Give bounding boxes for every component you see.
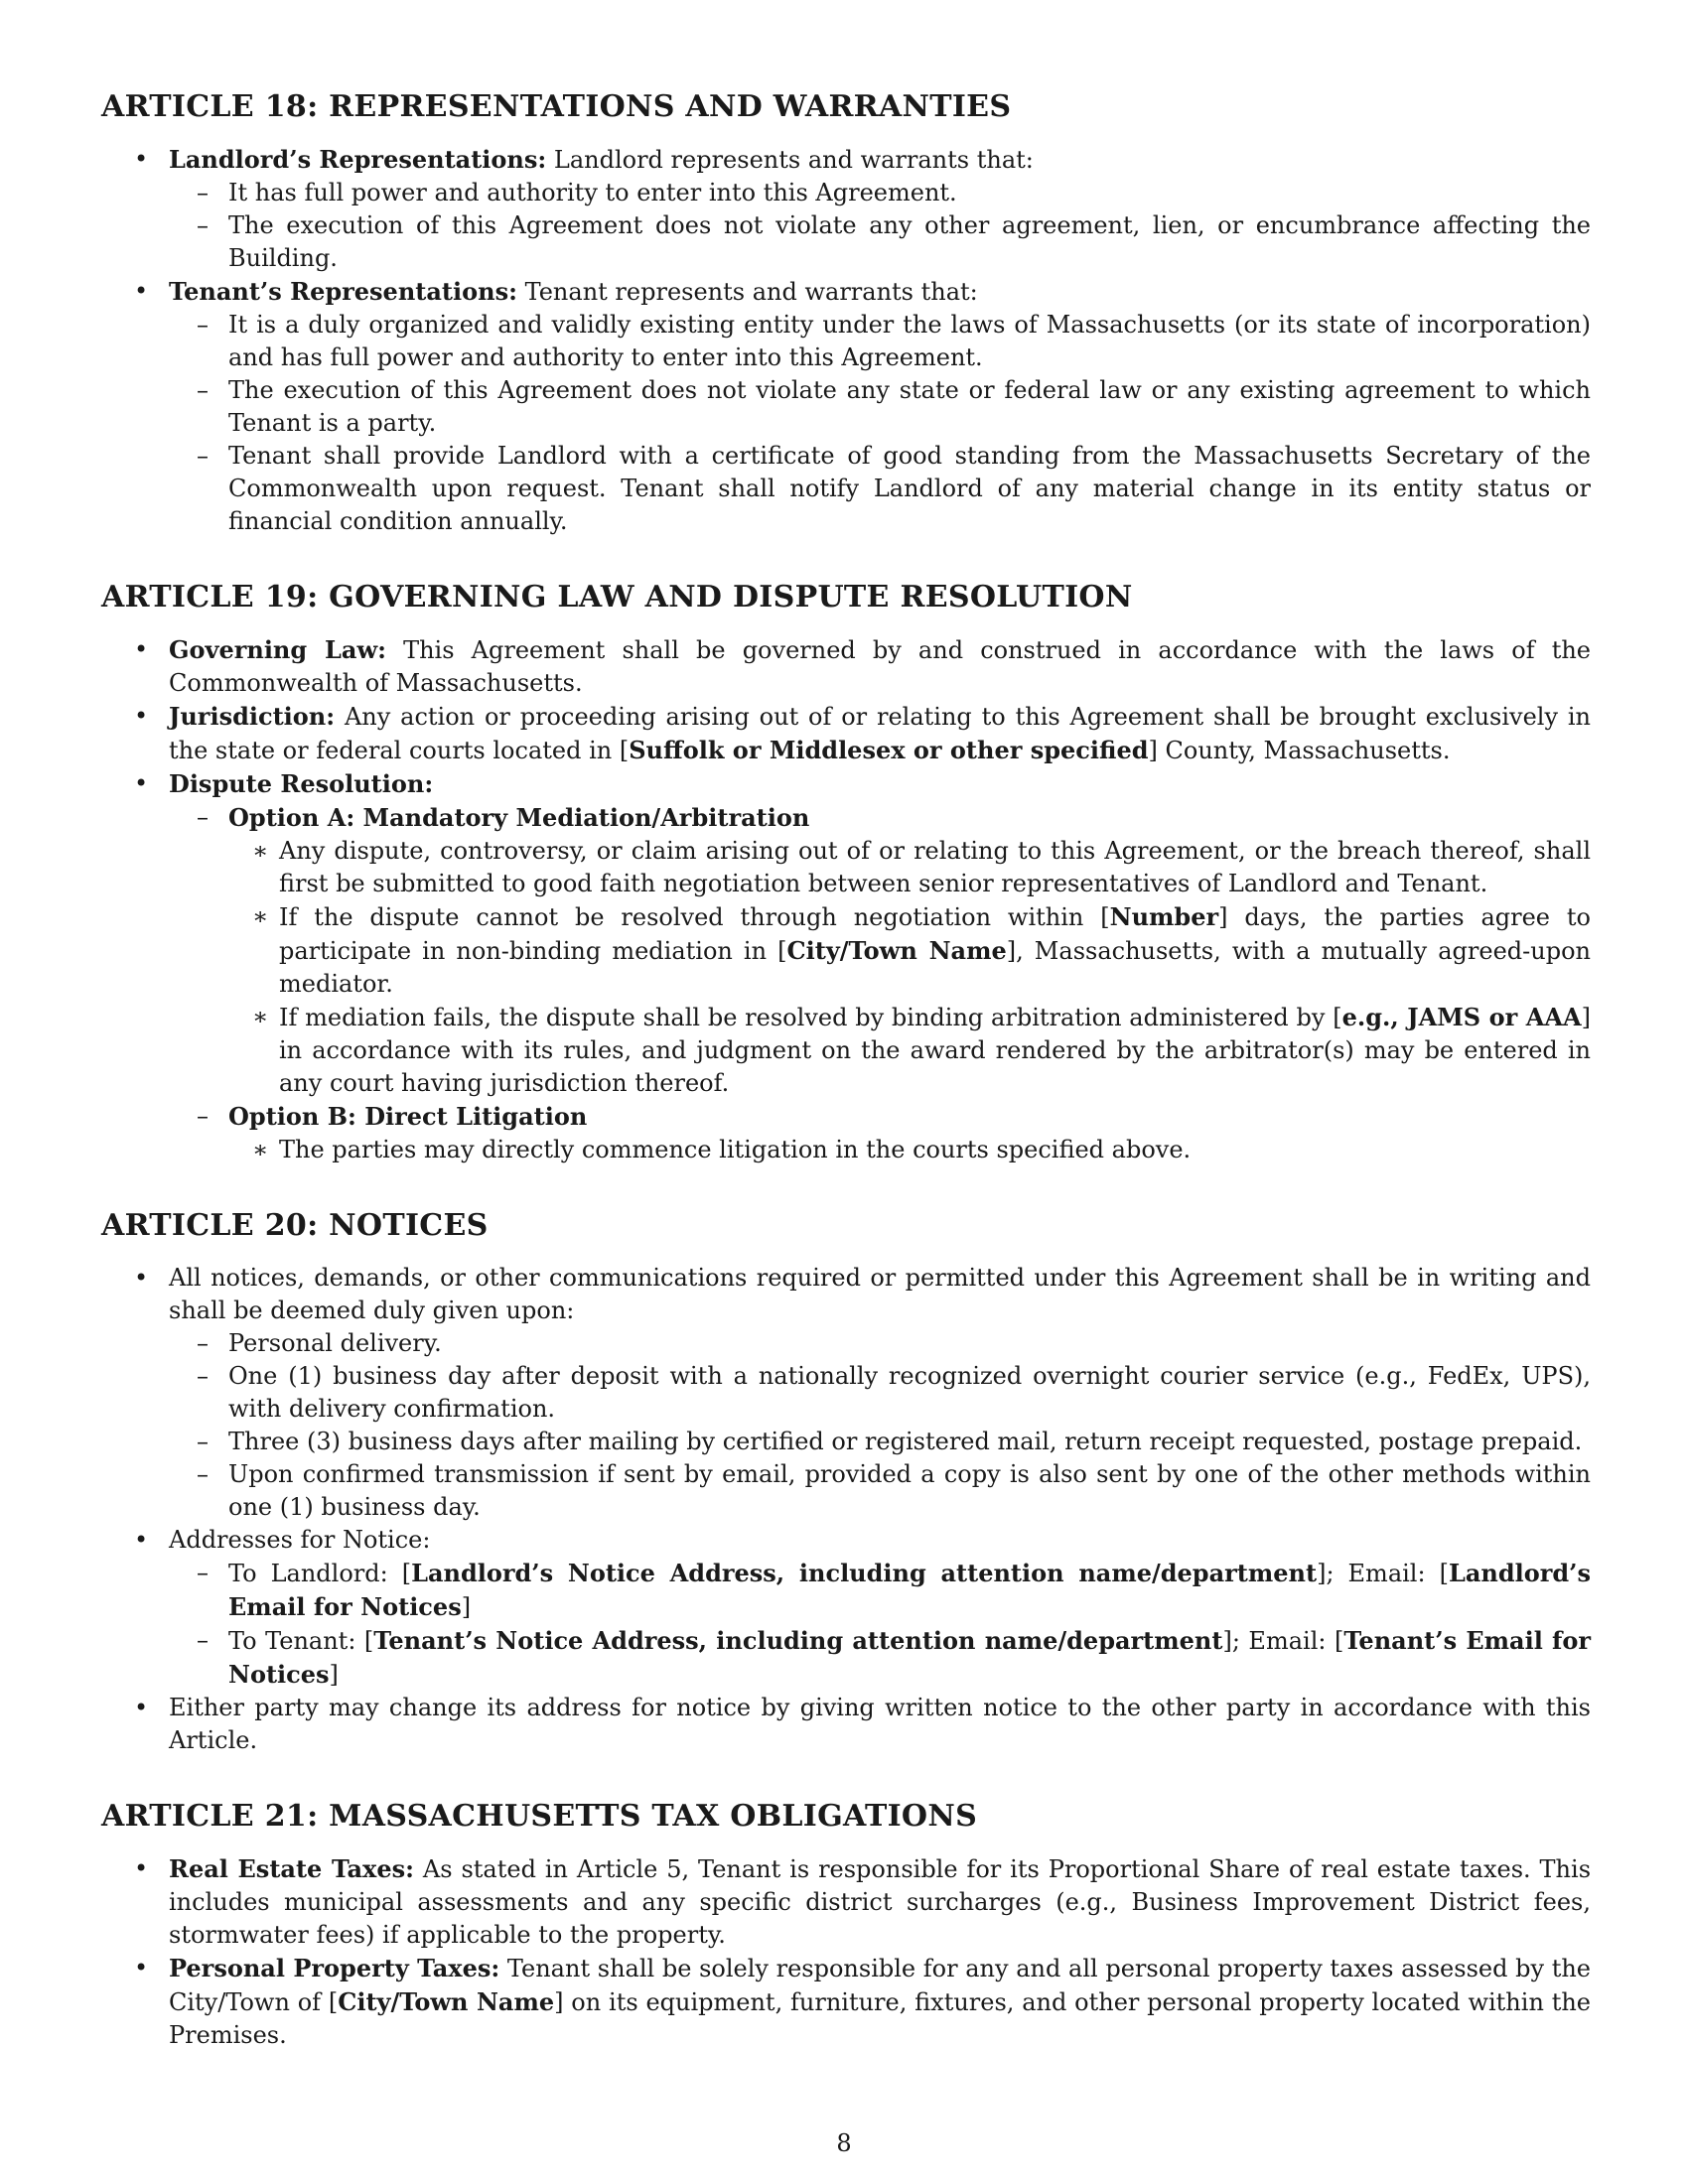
list-item: – Upon confirmed transmission if sent by email, provided a copy is also sent by one of the other methods within one (1) business day. [169,1458,1591,1524]
text-span: ]; Email: [ [1317,1560,1449,1587]
article-21-list [101,1852,1591,2052]
tenant-address-placeholder: Tenant’s Notice Address, including attention name/department [373,1626,1223,1655]
list-item [228,900,1591,1001]
list-item: – Tenant shall provide Landlord with a certificate of good standing from the Massachusetts Secretary of the Commonwealth upon request. Tenant shall notify Landlord of any material change in its entity status or financial condition annually. [169,440,1591,538]
article-18 [101,87,1591,538]
page-number: 8 [836,2129,852,2157]
dispute-resolution-label: Dispute Resolution: [169,769,434,798]
city-placeholder: City/Town Name [786,936,1007,965]
option-b-label: Option B: Direct Litigation [228,1102,588,1131]
notice-methods [101,1262,1591,1524]
tenant-email-placeholder: Tenant’s Email for Notices [228,1626,1592,1689]
personal-property-taxes-label: Personal Property Taxes: [169,1954,500,1982]
county-placeholder: Suffolk or Middlesex or other specified [629,736,1149,764]
text-span: ] in accordance with its rules, and judgment on the award rendered by the arbitrator(s) may be entered in any court having jurisdiction thereof. [279,1004,1591,1097]
article-19-title: ARTICLE 19: GOVERNING LAW AND DISPUTE RESOLUTION [101,580,1133,614]
notice-intro: All notices, demands, or other communications required or permitted under this Agreement shall be in writing and shall be deemed duly given upon: [169,1264,1591,1324]
notice-address-change: • Either party may change its address for notice by giving written notice to the other party in accordance with this Article. [101,1692,1591,1757]
article-18-title: ARTICLE 18: REPRESENTATIONS AND WARRANTIES [101,89,1012,124]
jurisdiction-text-end: ] County, Massachusetts. [1148,737,1451,764]
text-span: To Landlord: [ [228,1560,412,1587]
text-span: ] on its equipment, furniture, fixtures, and other personal property located within the Premises. [169,1988,1591,2049]
landlord-representations-label: Landlord’s Representations: [169,145,547,174]
list-item: – The execution of this Agreement does not violate any other agreement, lien, or encumbrance affecting the Building. [169,209,1591,275]
tenant-representations-text: Tenant represents and warrants that: [516,278,978,306]
number-placeholder: Number [1109,902,1219,931]
landlord-address-placeholder: Landlord’s Notice Address, including attention name/department [411,1559,1318,1587]
tenant-representations-label: Tenant’s Representations: [169,277,517,306]
governing-law-label: Governing Law: [169,635,386,664]
article-20-title: ARTICLE 20: NOTICES [101,1208,489,1243]
governing-law [101,633,1591,700]
real-estate-taxes-text: As stated in Article 5, Tenant is responsible for its Proportional Share of real estate taxes. This includes municipal assessments and any specific district surcharges (e.g., Business Improvement District fees, stormwater fees) if applicable to the property. [169,1855,1592,1949]
governing-law-text: This Agreement shall be governed by and construed in accordance with the laws of the Commonwealth of Massachusetts. [169,636,1592,697]
tenant-representations [101,275,1591,538]
tenant-address [169,1624,1591,1692]
list-item: – Personal delivery. [169,1327,1591,1360]
list-item: ∗ The parties may directly commence litigation in the courts specified above. [228,1134,1591,1166]
list-item: – Three (3) business days after mailing by certified or registered mail, return receipt requested, postage prepaid. [169,1426,1591,1458]
text-span: ] [461,1593,472,1621]
article-19 [101,578,1591,1166]
option-a [169,801,1591,1100]
text-span: To Tenant: [ [228,1627,374,1655]
article-20 [101,1206,1591,1757]
article-18-list [101,143,1591,538]
article-20-list [101,1262,1591,1757]
dispute-resolution [101,767,1591,1166]
option-b [169,1100,1591,1166]
text-span: If the dispute cannot be resolved through negotiation within [ [279,903,1110,931]
list-item: – It is a duly organized and validly existing entity under the laws of Massachusetts (or its state of incorporation) and has full power and authority to enter into this Agreement. [169,309,1591,374]
real-estate-taxes [101,1852,1591,1952]
list-item: – The execution of this Agreement does not violate any state or federal law or any existing agreement to which Tenant is a party. [169,374,1591,440]
article-21 [101,1797,1591,2052]
landlord-email-placeholder: Landlord’s Email for Notices [228,1559,1592,1621]
city-placeholder: City/Town Name [338,1987,555,2016]
text-span: ] days, the parties agree to participate in non-binding mediation in [ [279,903,1591,965]
option-a-label: Option A: Mandatory Mediation/Arbitration [228,803,810,832]
landlord-representations-text: Landlord represents and warrants that: [546,146,1034,174]
addresses-label: Addresses for Notice: [169,1526,431,1554]
real-estate-taxes-label: Real Estate Taxes: [169,1854,415,1883]
article-21-title: ARTICLE 21: MASSACHUSETTS TAX OBLIGATIONS [101,1799,978,1834]
list-item: – One (1) business day after deposit with a nationally recognized overnight courier service (e.g., FedEx, UPS), with delivery confirmation. [169,1360,1591,1426]
list-item: ∗ Any dispute, controversy, or claim arising out of or relating to this Agreement, or the breach thereof, shall first be submitted to good faith negotiation between senior representatives of Landlord and Tenant. [228,835,1591,900]
document-page [101,87,1591,2092]
landlord-representations [101,143,1591,275]
text-span: If mediation fails, the dispute shall be resolved by binding arbitration administered by [ [279,1004,1342,1031]
article-19-list [101,633,1591,1166]
list-item: – It has full power and authority to enter into this Agreement. [169,177,1591,209]
text-span: ] [329,1661,339,1689]
jurisdiction [101,700,1591,767]
list-item [228,1001,1591,1100]
notice-addresses [101,1524,1591,1692]
arbitration-placeholder: e.g., JAMS or AAA [1341,1003,1582,1031]
text-span: ], Massachusetts, with a mutually agreed-upon mediator. [279,937,1591,998]
text-span: Tenant shall be solely responsible for any and all personal property taxes assessed by the City/Town of [ [169,1955,1591,2016]
jurisdiction-text: Any action or proceeding arising out of or relating to this Agreement shall be brought exclusively in the state or federal courts located in [ [169,703,1591,764]
jurisdiction-label: Jurisdiction: [169,702,336,731]
personal-property-taxes [101,1952,1591,2052]
landlord-address [169,1557,1591,1624]
text-span: ]; Email: [ [1222,1627,1344,1655]
